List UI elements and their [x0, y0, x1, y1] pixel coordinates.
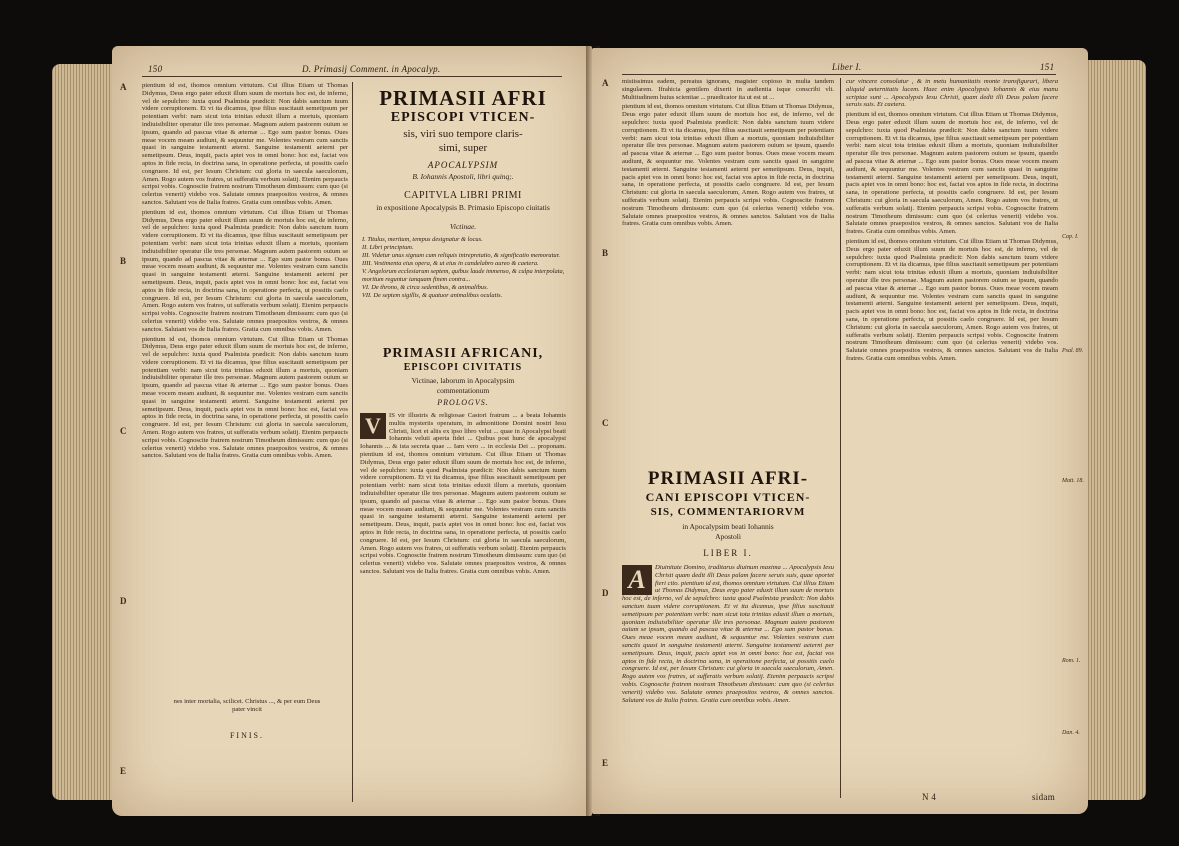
- margin-note-matt: Matt. 18.: [1062, 478, 1084, 484]
- prolog-title-4: commentationum: [436, 386, 490, 395]
- head-rule-left: [142, 76, 562, 77]
- margin-letter-a: A: [120, 82, 127, 92]
- margin-letter-a-right: A: [602, 78, 609, 88]
- margin-letter-b-right: B: [602, 248, 609, 258]
- body-paragraph-cont: pientium id est, thomos omnium virtutum. Cui illius Etiam ut Thomas Didymus, Deus ergo pater eduxit illum suum de mortuis hoc est, de inferno, vel de sepulchro: iuxta quod Psalmista prædicit: Non dabis sanctum tuum videre corruptionem. Et vt ita dicamus, ipse filius suscitauit semetipsum per potentiam verbi: nam sicut tota trinitas eduxit illum a mortuis, quoniam indiuisibiliter operatur ille tres personae. Magnum autem pastorem ouium se ipsum, quando ad pascua vitae & æternæ ... Ego sum pastor bonus. Oues meae vocem meam audiunt, & sequuntur me. Volentes vestram cum sanctis quasi in sanguine testamenti æterni. Sanguine testamenti aeterni per semetipsum. Deus, inquit, pacis aptet vos in omni bono: hoc est, faciat vos aptos in fide recta, in doctrina sana, in operatione perfecta, ut possitis caelo congruere. Id est, per Iesum Christum: cui gloria in saecula saeculorum, Amen. Rogo autem vos fratres, ut sufferatis verbum solatij. Etenim perpaucis scripsi vobis. Cognoscite fratrem nostrum Timotheum dimissum: cum quo (si celerius venerit) videbo vos. Salutate omnes praepositos vestros, & omnes sanctos. Salutant vos de Italia fratres. Gratia cum omnibus vobis. Amen.: [846, 111, 1058, 236]
- prolog-paragraph-cont: pientium id est, thomos omnium virtutum. Cui illius Etiam ut Thomas Didymus, Deus ergo pater eduxit illum suum de mortuis hoc est, de inferno, vel de sepulchro: iuxta quod Psalmista prædicit: Non dabis sanctum tuum videre corruptionem. Et vt ita dicamus, ipse filius suscitauit semetipsum per potentiam verbi: nam sicut tota trinitas eduxit illum a mortuis, quoniam indiuisibiliter operatur ille tres personae. Magnum autem pastorem ouium se ipsum, quando ad pascua vitae & æternæ ... Ego sum pastor bonus. Oues meae vocem meam audiunt, & sequuntur me. Volentes vestram cum sanctis quasi in sanguine testamenti æterni. Sanguine testamenti aeterni per semetipsum. Deus, inquit, pacis aptet vos in omni bono: hoc est, faciat vos aptos in fide recta, in doctrina sana, in operatione perfecta, ut possitis caelo congruere. Id est, per Iesum Christum: cui gloria in saecula saeculorum, Amen. Rogo autem vos fratres, ut sufferatis verbum solatij. Etenim perpaucis scripsi vobis. Cognoscite fratrem nostrum Timotheum dimissum: cum quo (si celerius venerit) videbo vos. Salutate omnes praepositos vestros, & omnes sanctos. Salutant vos de Italia fratres. Gratia cum omnibus vobis. Amen.: [360, 450, 566, 575]
- prolog-title-3: Victinae, laborum in Apocalypsim: [411, 376, 515, 385]
- body-paragraph-cont2: pientium id est, thomos omnium virtutum. Cui illius Etiam ut Thomas Didymus, Deus ergo pater eduxit illum suum de mortuis hoc est, de inferno, vel de sepulchro: iuxta quod Psalmista prædicit: Non dabis sanctum tuum videre corruptionem. Et vt ita dicamus, ipse filius suscitauit semetipsum per potentiam verbi: nam sicut tota trinitas eduxit illum a mortuis, quoniam indiuisibiliter operatur ille tres personae. Magnum autem pastorem ouium se ipsum, quando ad pascua vitae & æternæ ... Ego sum pastor bonus. Oues meae vocem meam audiunt, & sequuntur me. Volentes vestram cum sanctis quasi in sanguine testamenti æterni. Sanguine testamenti aeterni per semetipsum. Deus, inquit, pacis aptet vos in omni bono: hoc est, faciat vos aptos in fide recta, in doctrina sana, in operatione perfecta, ut possitis caelo congruere. Id est, per Iesum Christum: cui gloria in saecula saeculorum, Amen. Rogo autem vos fratres, ut sufferatis verbum solatij. Etenim perpaucis scripsi vobis. Cognoscite fratrem nostrum Timotheum dimissum: cum quo (si celerius venerit) videbo vos. Salutate omnes praepositos vestros, & omnes sanctos. Salutant vos de Italia fratres. Gratia cum omnibus vobis. Amen.: [142, 335, 348, 460]
- margin-letter-d: D: [120, 596, 127, 606]
- chapter-item: II. Libri principium.: [362, 244, 414, 251]
- title-apostoli: Apostoli: [715, 532, 741, 541]
- chapter-item: V. Angelorum ecclesiarum septem, quibus laude immenso, & culpa interpolata, moritum reguntur tanquam finem contra...: [362, 268, 565, 283]
- page-number-right: 151: [1040, 62, 1055, 72]
- chapter-item: I. Titulus, meritum, tempus designatur & locus.: [362, 236, 483, 243]
- left-page-edges: [52, 64, 114, 800]
- chapter-list: [362, 236, 568, 300]
- chapter-item: VI. De throno, & circa sedentibus, & animalibus.: [362, 284, 489, 291]
- margin-letter-e: E: [120, 766, 127, 776]
- capitula-subheading-2: Victinae.: [449, 222, 477, 231]
- finis-label: FINIS.: [229, 731, 264, 740]
- prolog-title-2: EPISCOPI CIVITATIS: [403, 362, 523, 373]
- liber-paragraph-cont: pientium id est, thomos omnium virtutum. Cui illius Etiam ut Thomas Didymus, Deus ergo pater eduxit illum suum de mortuis hoc est, de inferno, vel de sepulchro: iuxta quod Psalmista prædicit: Non dabis sanctum tuum videre corruptionem. Et vt ita dicamus, ipse filius suscitauit semetipsum per potentiam verbi: nam sicut tota trinitas eduxit illum a mortuis, quoniam indiuisibiliter operatur ille tres personae. Magnum autem pastorem ouium se ipsum, quando ad pascua vitae & æternæ ... Ego sum pastor bonus. Oues meae vocem meam audiunt, & sequuntur me. Volentes vestram cum sanctis quasi in sanguine testamenti æterni. Sanguine testamenti aeterni per semetipsum. Deus, inquit, pacis aptet vos in omni bono: hoc est, faciat vos aptos in fide recta, in doctrina sana, in operatione perfecta, ut possitis caelo congruere. Id est, per Iesum Christum: cui gloria in saecula saeculorum, Amen. Rogo autem vos fratres, ut sufferatis verbum solatij. Etenim perpaucis scripsi vobis. Cognoscite fratrem nostrum Timotheum dimissum: cum quo (si celerius venerit) videbo vos. Salutate omnes praepositos vestros, & omnes sanctos. Salutant vos de Italia fratres. Gratia cum omnibus vobis. Amen.: [622, 579, 834, 704]
- liber-paragraph: Diuinitate Domino, traditarus diuinum maxima ... Apocalypsis Iesu Christi quam dedit illi Deus palam facere seruis suis, quae oportet fieri cito.: [655, 564, 834, 587]
- body-paragraph: mistissimus eadem, pereatus ignorans, magister copioso in multa tandem singularem. Ifrahicia gentilem dixerit in audientia isque conscribi vlt. Multitudinem huius scientiae ... praedicator ita ut est ut ...: [622, 78, 834, 101]
- margin-note-dan: Dan. 4.: [1062, 730, 1080, 736]
- head-rule-right: [622, 74, 1056, 75]
- body-paragraph-cont: pientium id est, thomos omnium virtutum. Cui illius Etiam ut Thomas Didymus, Deus ergo pater eduxit illum suum de mortuis hoc est, de inferno, vel de sepulchro: iuxta quod Psalmista prædicit: Non dabis sanctum tuum videre corruptionem. Et vt ita dicamus, ipse filius suscitauit semetipsum per potentiam verbi: nam sicut tota trinitas eduxit illum a mortuis, quoniam indiuisibiliter operatur ille tres personae. Magnum autem pastorem ouium se ipsum, quando ad pascua vitae & æternæ ... Ego sum pastor bonus. Oues meae vocem meam audiunt, & sequuntur me. Volentes vestram cum sanctis quasi in sanguine testamenti æterni. Sanguine testamenti aeterni per semetipsum. Deus, inquit, pacis aptet vos in omni bono: hoc est, faciat vos aptos in fide recta, in doctrina sana, in operatione perfecta, ut possitis caelo congruere. Id est, per Iesum Christum: cui gloria in saecula saeculorum, Amen. Rogo autem vos fratres, ut sufferatis verbum solatij. Etenim perpaucis scripsi vobis. Cognoscite fratrem nostrum Timotheum dimissum: cum quo (si celerius venerit) videbo vos. Salutate omnes praepositos vestros, & omnes sanctos. Salutant vos de Italia fratres. Gratia cum omnibus vobis. Amen.: [622, 103, 834, 228]
- running-head-right: Liber I.: [832, 62, 862, 72]
- prolog-text: [360, 412, 566, 802]
- margin-note-psal: Psal. 89.: [1062, 348, 1084, 354]
- title-episcopi-lower: CANI EPISCOPI VTICEN-: [645, 490, 811, 504]
- subtitle-apocalypsim: APOCALYPSIM: [427, 160, 499, 170]
- liber-label: LIBER I.: [703, 548, 753, 558]
- body-paragraph-cont2: pientium id est, thomos omnium virtutum. Cui illius Etiam ut Thomas Didymus, Deus ergo pater eduxit illum suum de mortuis hoc est, de inferno, vel de sepulchro: iuxta quod Psalmista prædicit: Non dabis sanctum tuum videre corruptionem. Et vt ita dicamus, ipse filius suscitauit semetipsum per potentiam verbi: nam sicut tota trinitas eduxit illum a mortuis, quoniam indiuisibiliter operatur ille tres personae. Magnum autem pastorem ouium se ipsum, quando ad pascua vitae & æternæ ... Ego sum pastor bonus. Oues meae vocem meam audiunt, & sequuntur me. Volentes vestram cum sanctis quasi in sanguine testamenti æterni. Sanguine testamenti aeterni per semetipsum. Deus, inquit, pacis aptet vos in omni bono: hoc est, faciat vos aptos in fide recta, in doctrina sana, in operatione perfecta, ut possitis caelo congruere. Id est, per Iesum Christum: cui gloria in saecula saeculorum, Amen. Rogo autem vos fratres, ut sufferatis verbum solatij. Etenim perpaucis scripsi vobis. Cognoscite fratrem nostrum Timotheum dimissum: cum quo (si celerius venerit) videbo vos. Salutate omnes praepositos vestros, & omnes sanctos. Salutant vos de Italia fratres. Gratia cum omnibus vobis. Amen.: [846, 237, 1058, 362]
- capitula-heading: CAPITVLA LIBRI PRIMI: [404, 190, 522, 201]
- right-col1-text: [622, 78, 834, 440]
- left-column-text: [142, 82, 348, 692]
- title-line4: simi, super: [438, 142, 488, 154]
- catchword: sidam: [1032, 792, 1055, 802]
- signature-mark: N 4: [922, 792, 937, 802]
- title-primasii-afri: PRIMASII AFRI: [379, 86, 547, 110]
- title-apocalypsim-lower: in Apocalypsim beati Iohannis: [682, 522, 774, 531]
- liber-text: [622, 564, 834, 796]
- prolog-paragraph: IS vir illustris & religiosae Castori fratrum ... a beata Iohannis multis mysteriis operatum, in admonitione Domini nostri Iesu Christi, licet et aliis ex ipso libro velut ... quae in Apocalypsi beati Iohannis veluti aperta fidei ... Quibus post hunc de apocalypsi Iohannis ... & ista secreta quae ... Iam vero ... in ecclesia Dei ... proponam.: [360, 412, 566, 451]
- title-episcopi: EPISCOPI VTICEN-: [390, 110, 536, 125]
- subtitle-iohannis: B. Iohannis Apostoli, libri quinq;.: [412, 172, 514, 181]
- title-commentariorum: SIS, COMMENTARIORVM: [650, 506, 806, 518]
- title-primasii-lower: PRIMASII AFRI-: [647, 468, 809, 489]
- column-divider-right: [840, 78, 841, 798]
- running-head-left: D. Primasij Comment. in Apocalyp.: [302, 64, 441, 74]
- chapter-item: VII. De septem sigillis, & quatuor animalibus oculatis.: [362, 292, 503, 299]
- dropcap-a: A: [622, 565, 652, 595]
- chapter-item: III. Videtur unus signum cum reliquis intrepretatio, & significatio memoratur.: [362, 252, 560, 259]
- dropcap-v: V: [360, 413, 386, 439]
- margin-letter-e-right: E: [602, 758, 609, 768]
- prologus-label: PROLOGVS.: [437, 398, 489, 407]
- margin-letter-b: B: [120, 256, 127, 266]
- margin-note-cap: Cap. I.: [1062, 234, 1079, 240]
- body-paragraph: pientium id est, thomos omnium virtutum. Cui illius Etiam ut Thomas Didymus, Deus ergo pater eduxit illum suum de mortuis hoc est, de inferno, vel de sepulchro: iuxta quod Psalmista prædicit: Non dabis sanctum tuum videre corruptionem. Et vt ita dicamus, ipse filius suscitauit semetipsum per potentiam verbi: nam sicut tota trinitas eduxit illum a mortuis, quoniam indiuisibiliter operatur ille tres personae. Magnum autem pastorem ouium se ipsum, quando ad pascua vitae & æternæ ... Ego sum pastor bonus. Oues meae vocem meam audiunt, & sequuntur me. Volentes vestram cum sanctis quasi in sanguine testamenti æterni. Sanguine testamenti aeterni per semetipsum. Deus, inquit, pacis aptet vos in omni bono: hoc est, faciat vos aptos in fide recta, in doctrina sana, in operatione perfecta, ut possitis caelo congruere. Id est, per Iesum Christum: cui gloria in saecula saeculorum, Amen. Rogo autem vos fratres, ut sufferatis verbum solatij. Etenim perpaucis scripsi vobis. Cognoscite fratrem nostrum Timotheum dimissum: cum quo (si celerius venerit) videbo vos. Salutate omnes praepositos vestros, & omnes sanctos. Salutant vos de Italia fratres. Gratia cum omnibus vobis. Amen.: [142, 82, 348, 206]
- left-page: [112, 46, 592, 816]
- page-number-left: 150: [148, 64, 163, 74]
- right-col2-text: [846, 78, 1058, 802]
- title-line3: sis, viri suo tempore claris-: [403, 128, 523, 140]
- right-page-edges: [1086, 60, 1146, 800]
- margin-letter-d-right: D: [602, 588, 609, 598]
- chapter-item: IIII. Vestimenta eius opera, & ut eius in candelabro aureo & caetera.: [362, 260, 539, 267]
- margin-letter-c: C: [120, 426, 127, 436]
- body-paragraph-italic: cur vincere consolatur , & in metu humanitatis monte transfigurari, libera aliquid aeternitatis lucem. Haec enim Apocalypsis Iohannis & eius manu scriptae sunt ... Apocalypsis Iesu Christi, quam dedit illi Deus palam facere seruis suis. Et caetera.: [846, 78, 1058, 109]
- body-paragraph-cont: pientium id est, thomos omnium virtutum. Cui illius Etiam ut Thomas Didymus, Deus ergo pater eduxit illum suum de mortuis hoc est, de inferno, vel de sepulchro: iuxta quod Psalmista prædicit: Non dabis sanctum tuum videre corruptionem. Et vt ita dicamus, ipse filius suscitauit semetipsum per potentiam verbi: nam sicut tota trinitas eduxit illum a mortuis, quoniam indiuisibiliter operatur ille tres personae. Magnum autem pastorem ouium se ipsum, quando ad pascua vitae & æternæ ... Ego sum pastor bonus. Oues meae vocem meam audiunt, & sequuntur me. Volentes vestram cum sanctis quasi in sanguine testamenti æterni. Sanguine testamenti aeterni per semetipsum. Deus, inquit, pacis aptet vos in omni bono: hoc est, faciat vos aptos in fide recta, in doctrina sana, in operatione perfecta, ut possitis caelo congruere. Id est, per Iesum Christum: cui gloria in saecula saeculorum, Amen. Rogo autem vos fratres, ut sufferatis verbum solatij. Etenim perpaucis scripsi vobis. Cognoscite fratrem nostrum Timotheum dimissum: cum quo (si celerius venerit) videbo vos. Salutate omnes praepositos vestros, & omnes sanctos. Salutant vos de Italia fratres. Gratia cum omnibus vobis. Amen.: [142, 208, 348, 333]
- left-column-tail: nes inter mortalia, scilicet. Christus ..., & per eum Deus pater vincit: [173, 698, 321, 713]
- margin-note-rom: Rom. 1.: [1062, 658, 1081, 664]
- right-page: [592, 48, 1088, 814]
- prolog-title-1: PRIMASII AFRICANI,: [382, 346, 544, 361]
- column-divider-left: [352, 82, 353, 802]
- margin-letter-c-right: C: [602, 418, 609, 428]
- capitula-subheading: in expositione Apocalypsis B. Primasio Episcopo ciuitatis: [376, 203, 550, 212]
